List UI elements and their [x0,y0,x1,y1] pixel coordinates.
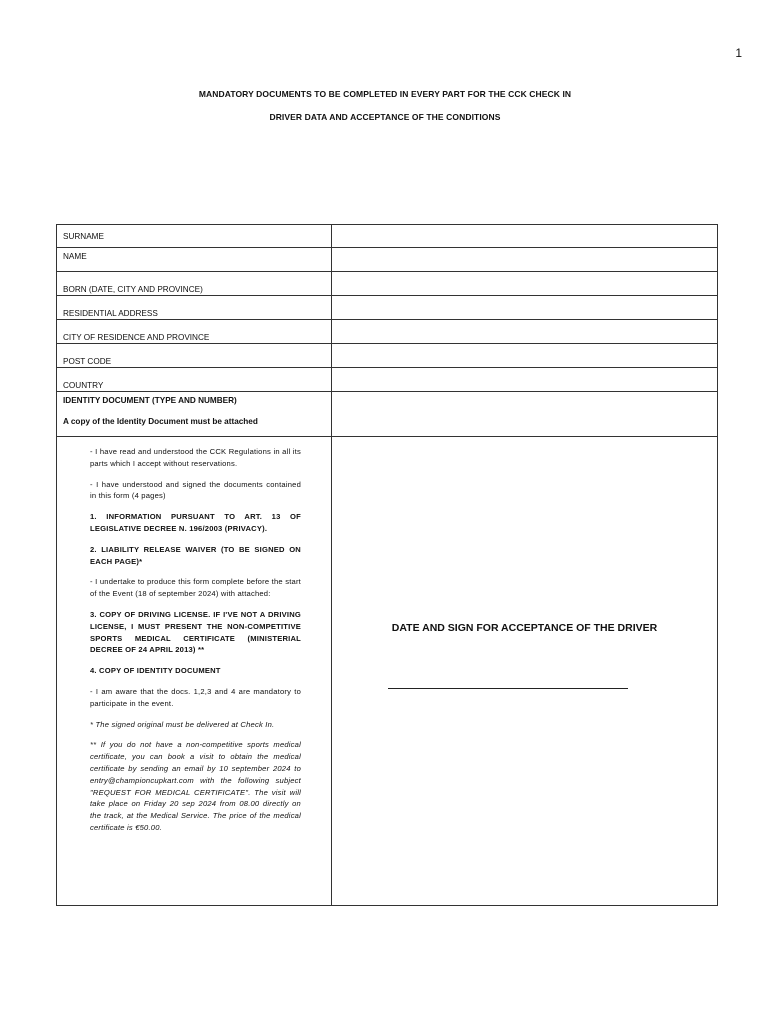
postcode-label: POST CODE [57,344,332,368]
surname-field[interactable] [332,225,718,248]
born-label: BORN (DATE, CITY AND PROVINCE) [57,272,332,296]
surname-label: SURNAME [57,225,332,248]
declaration-read-regulations: - I have read and understood the CCK Regulations in all its parts which I accept without reservations. [90,447,301,468]
postcode-field[interactable] [332,344,718,368]
row-address [57,296,718,320]
row-declarations [57,437,718,906]
item-identity-document: 4. COPY OF IDENTITY DOCUMENT [90,666,221,676]
row-born [57,272,718,296]
name-label: NAME [57,248,332,272]
driver-data-table [56,224,718,906]
signature-label: DATE AND SIGN FOR ACCEPTANCE OF THE DRIVER [391,622,658,634]
name-field[interactable] [332,248,718,272]
declaration-produce-form: - I undertake to produce this form complete before the start of the Event (18 of september 2024) with attached: [90,577,301,599]
declaration-signed-documents: - I have understood and signed the documents contained in this form (4 pages) [90,479,301,501]
country-label: COUNTRY [57,368,332,392]
row-surname [57,225,718,248]
row-name [57,248,718,272]
page-number: 1 [735,46,742,60]
declarations-block [57,437,332,906]
row-postcode [57,344,718,368]
city-label: CITY OF RESIDENCE AND PROVINCE [57,320,332,344]
address-label: RESIDENTIAL ADDRESS [57,296,332,320]
identity-note: A copy of the Identity Document must be attached [63,417,258,426]
address-field[interactable] [332,296,718,320]
declaration-mandatory-docs: - I am aware that the docs. 1,2,3 and 4 are mandatory to participate in the event. [90,686,301,708]
identity-label-block [57,392,332,437]
note-signed-original: * The signed original must be delivered at Check In. [90,719,275,729]
city-field[interactable] [332,320,718,344]
row-city [57,320,718,344]
identity-label: IDENTITY DOCUMENT (TYPE AND NUMBER) [63,396,237,405]
document-title: MANDATORY DOCUMENTS TO BE COMPLETED IN EVERY PART FOR THE CCK CHECK IN [198,89,572,99]
item-driving-license: 3. COPY OF DRIVING LICENSE. IF I'VE NOT A DRIVING LICENSE, I MUST PRESENT THE NON-COMPETITIVE SPORTS MEDICAL CERTIFICATE (MINISTERIAL DECREE OF 24 APRIL 2013) ** [90,609,301,655]
row-country [57,368,718,392]
born-field[interactable] [332,272,718,296]
row-identity [57,392,718,437]
document-subtitle: DRIVER DATA AND ACCEPTANCE OF THE CONDITIONS [269,112,501,122]
signature-cell[interactable] [332,437,718,906]
country-field[interactable] [332,368,718,392]
identity-field[interactable] [332,392,718,437]
item-privacy: 1. INFORMATION PURSUANT TO ART. 13 OF LEGISLATIVE DECREE N. 196/2003 (PRIVACY). [90,512,301,533]
signature-line[interactable] [388,688,628,689]
note-medical-certificate: ** If you do not have a non-competitive sports medical certificate, you can book a visit to obtain the medical certificate by sending an email by 10 september 2024 to entry@championcupkart.com with the following subject "REQUEST FOR MEDICAL CERTIFICATE". The visit will take place on Friday 20 sep 2024 from 08.00 directly on the track, at the Medical Service. The price of the medical certificate is €50.00. [90,740,301,832]
item-liability-waiver: 2. LIABILITY RELEASE WAIVER (TO BE SIGNED ON EACH PAGE)* [90,544,301,566]
